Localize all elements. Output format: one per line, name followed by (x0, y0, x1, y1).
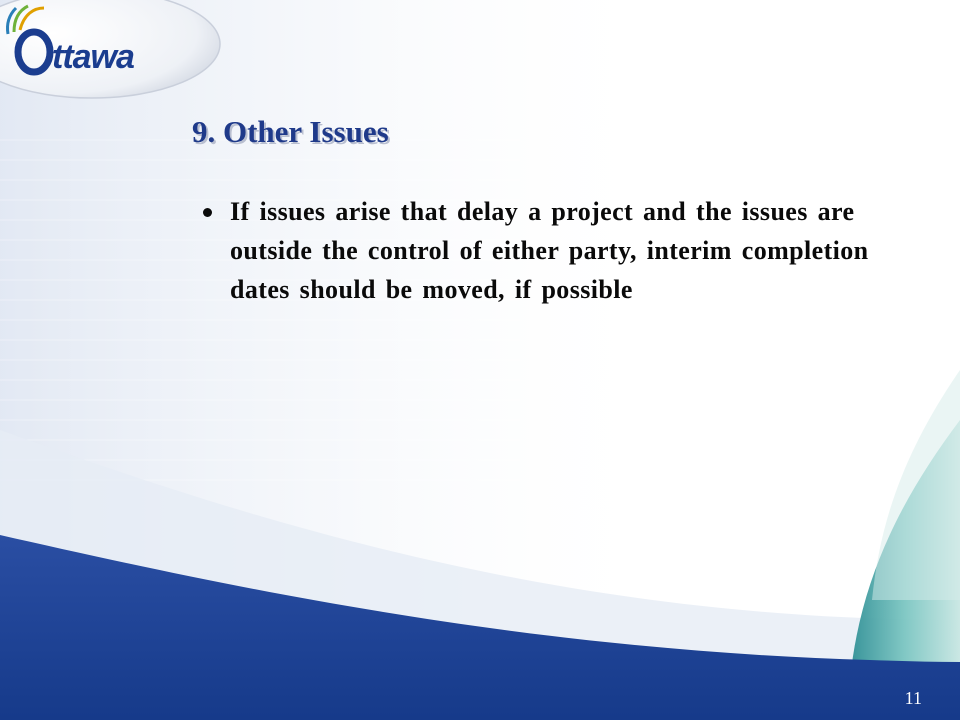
svg-text:ttawa: ttawa (52, 38, 134, 76)
bullet-text: If issues arise that delay a project and the issues are outside the control of either party, interim completion dates should be moved, if possible (230, 197, 869, 304)
page-number: 11 (904, 688, 922, 708)
bullet-dot-icon (203, 208, 212, 217)
bullet-item (200, 192, 900, 309)
ottawa-logo-icon (0, 0, 230, 100)
slide-title: 9. Other Issues (192, 114, 389, 149)
bullet-list (200, 192, 900, 309)
ottawa-logo (0, 0, 230, 100)
